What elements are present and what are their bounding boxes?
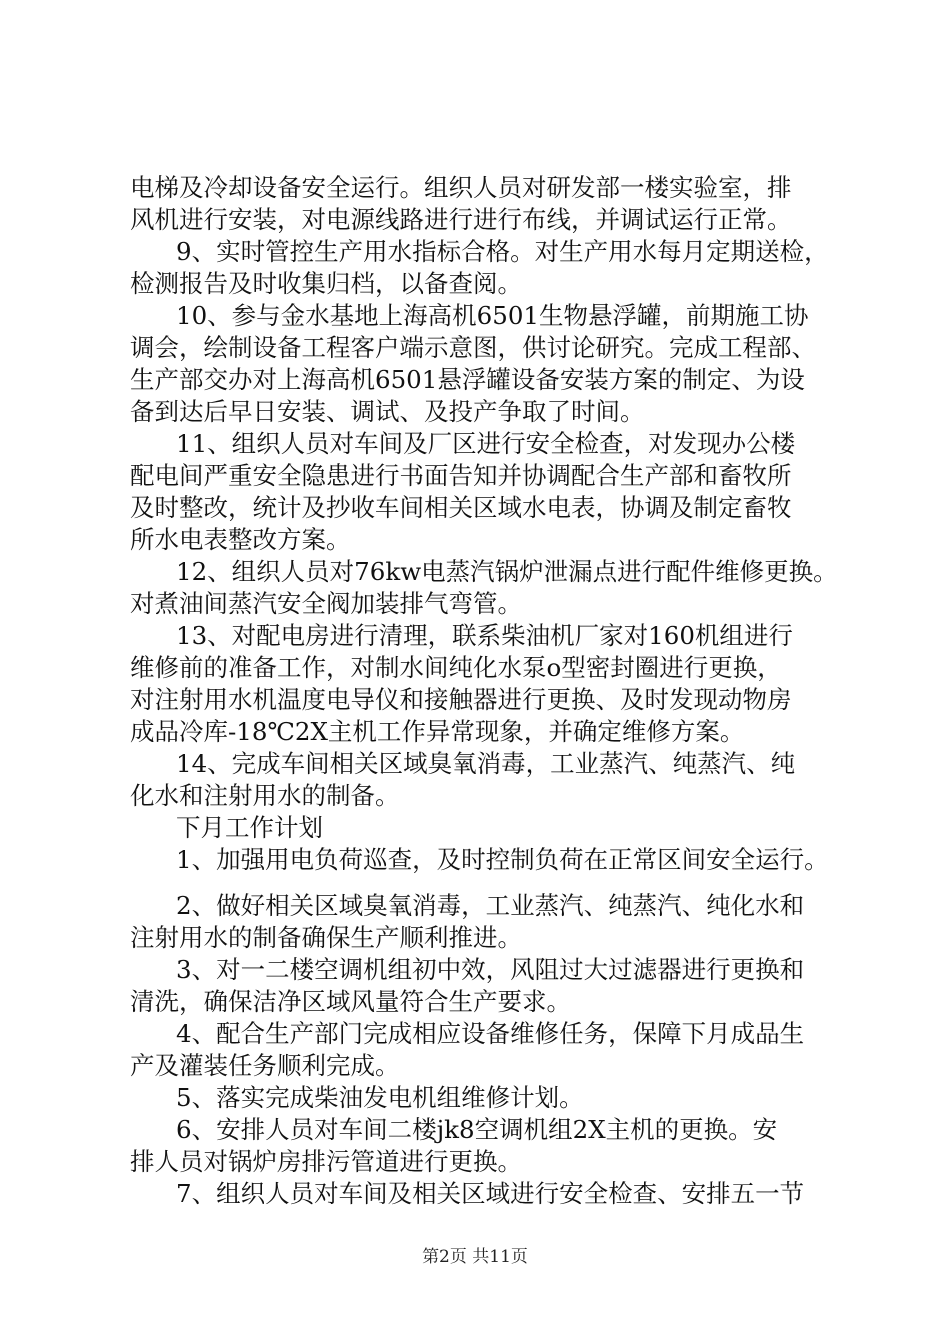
text-line: 所水电表整改方案。 [130, 525, 351, 554]
text-line: 4、配合生产部门完成相应设备维修任务，保障下月成品生 [176, 1019, 805, 1048]
text-line: 调会，绘制设备工程客户端示意图，供讨论研究。完成工程部、 [130, 333, 816, 362]
text-line: 风机进行安装，对电源线路进行进行布线，并调试运行正常。 [130, 205, 792, 234]
text-line: 维修前的准备工作，对制水间纯化水泵o型密封圈进行更换， [130, 653, 782, 682]
text-line: 检测报告及时收集归档，以备查阅。 [130, 269, 522, 298]
text-line: 生产部交办对上海高机6501悬浮罐设备安装方案的制定、为设 [130, 365, 805, 394]
text-line: 成品冷库-18℃2X主机工作异常现象，并确定维修方案。 [130, 717, 745, 746]
text-line: 及时整改，统计及抄收车间相关区域水电表，协调及制定畜牧 [130, 493, 792, 522]
text-line: 配电间严重安全隐患进行书面告知并协调配合生产部和畜牧所 [130, 461, 792, 490]
text-line: 电梯及冷却设备安全运行。组织人员对研发部一楼实验室，排 [130, 173, 792, 202]
text-line: 9、实时管控生产用水指标合格。对生产用水每月定期送检， [176, 237, 829, 266]
page-footer: 第2页 共11页 [422, 1247, 528, 1267]
text-line: 清洗，确保洁净区域风量符合生产要求。 [130, 987, 571, 1016]
text-line: 排人员对锅炉房排污管道进行更换。 [130, 1147, 522, 1176]
text-line: 下月工作计划 [176, 813, 323, 842]
text-line: 11、组织人员对车间及厂区进行安全检查，对发现办公楼 [176, 429, 796, 458]
text-line: 2、做好相关区域臭氧消毒，工业蒸汽、纯蒸汽、纯化水和 [176, 891, 805, 920]
text-line: 产及灌装任务顺利完成。 [130, 1051, 400, 1080]
text-line: 对煮油间蒸汽安全阀加装排气弯管。 [130, 589, 522, 618]
text-line: 3、对一二楼空调机组初中效，风阻过大过滤器进行更换和 [176, 955, 805, 984]
text-line: 14、完成车间相关区域臭氧消毒，工业蒸汽、纯蒸汽、纯 [176, 749, 796, 778]
text-line: 化水和注射用水的制备。 [130, 781, 400, 810]
text-line: 注射用水的制备确保生产顺利推进。 [130, 923, 522, 952]
text-line: 6、安排人员对车间二楼jk8空调机组2X主机的更换。安 [176, 1115, 778, 1144]
text-line: 10、参与金水基地上海高机6501生物悬浮罐，前期施工协 [176, 301, 809, 330]
text-line: 备到达后早日安装、调试、及投产争取了时间。 [130, 397, 645, 426]
text-line: 7、组织人员对车间及相关区域进行安全检查、安排五一节 [176, 1179, 805, 1208]
document-body [130, 172, 838, 1210]
text-line: 对注射用水机温度电导仪和接触器进行更换、及时发现动物房 [130, 685, 792, 714]
text-line: 12、组织人员对76kw电蒸汽锅炉泄漏点进行配件维修更换。 [176, 557, 838, 586]
text-line: 5、落实完成柴油发电机组维修计划。 [176, 1083, 584, 1112]
text-line: 13、对配电房进行清理，联系柴油机厂家对160机组进行 [176, 621, 793, 650]
text-line: 1、加强用电负荷巡查，及时控制负荷在正常区间安全运行。 [176, 845, 829, 874]
